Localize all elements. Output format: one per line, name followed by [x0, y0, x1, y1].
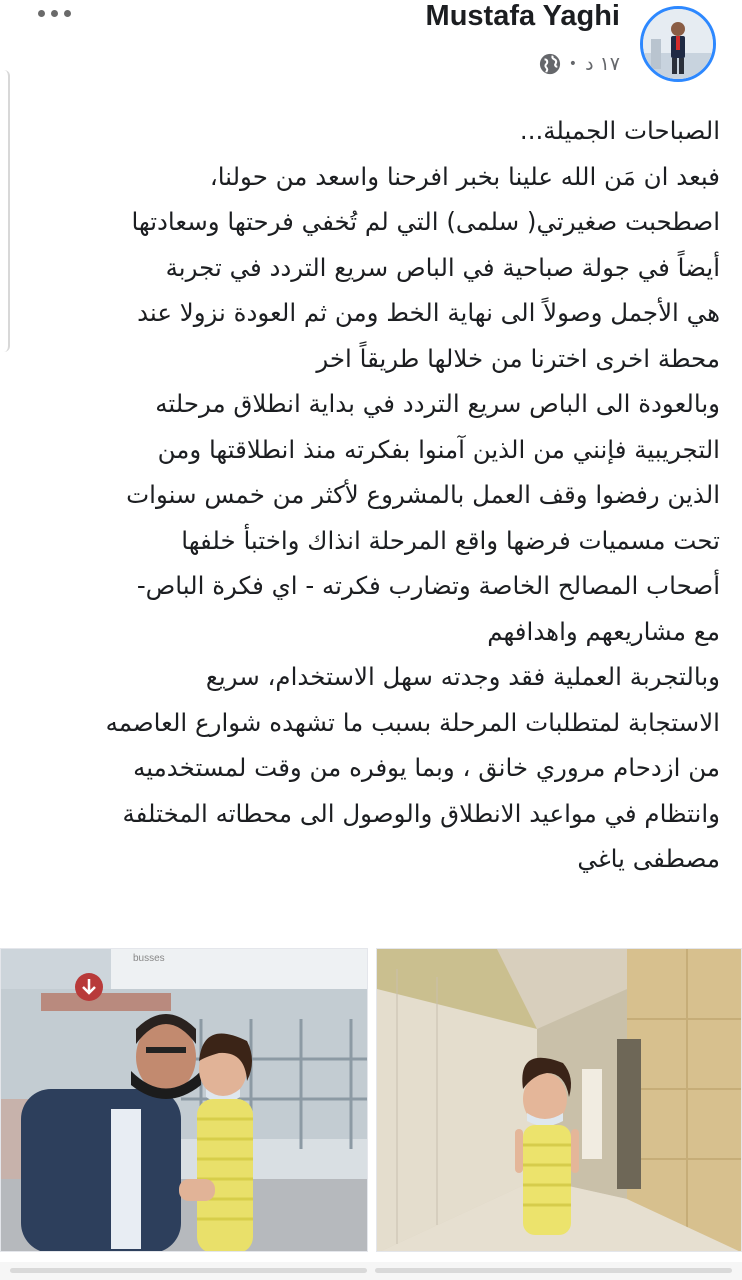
- post-line: محطة اخرى اخترنا من خلالها طريقاً اخر: [316, 343, 720, 373]
- post-meta: [539, 50, 620, 78]
- post-line: وبالتجربة العملية فقد وجدته سهل الاستخدام، سريع: [205, 662, 720, 691]
- post-photos: [0, 948, 742, 1256]
- preview-segment: [10, 1268, 367, 1273]
- globe-icon[interactable]: [539, 53, 561, 75]
- post-line: أيضاً في جولة صباحية في الباص سريع التردد في تجربة: [165, 252, 720, 282]
- post-line: تحت مسميات فرضها واقع المرحلة انذاك واختبأ خلفها: [181, 525, 720, 555]
- post-line: مصطفى ياغي: [577, 844, 720, 873]
- side-panel-edge: [0, 70, 10, 352]
- post-line: أصحاب المصالح الخاصة وتضارب فكرته - اي فكرة الباص-: [136, 571, 720, 600]
- post-line: وانتظام في مواعيد الانطلاق والوصول الى محطاته المختلفة: [122, 798, 720, 828]
- sign-text: busses: [133, 953, 165, 964]
- post-line: من ازدحام مروري خانق ، وبما يوفره من وقت لمستخدميه: [133, 753, 720, 782]
- post-line: مع مشاريعهم واهدافهم: [487, 616, 720, 646]
- author-name[interactable]: Mustafa Yaghi: [425, 0, 620, 32]
- post-line: الذين رفضوا وقف العمل بالمشروع لأكثر من خمس سنوات: [126, 480, 720, 509]
- post-body: [30, 108, 720, 882]
- post-time[interactable]: ١٧ د: [585, 53, 620, 75]
- more-dot: [64, 10, 71, 17]
- post-header: [0, 0, 742, 100]
- post-line: وبالعودة الى الباص سريع التردد في بداية انطلاق مرحلته: [155, 389, 720, 418]
- post-line: التجريبية فإنني من الذين آمنوا بفكرته منذ انطلاقتها ومن: [157, 434, 720, 464]
- preview-segment: [375, 1268, 732, 1273]
- more-dot: [38, 10, 45, 17]
- post-line: الصباحات الجميلة...: [519, 116, 720, 145]
- next-post-preview: [0, 1262, 742, 1280]
- avatar[interactable]: [640, 6, 716, 82]
- photo-father-daughter[interactable]: [0, 948, 368, 1252]
- post-line: الاستجابة لمتطلبات المرحلة بسبب ما تشهده شوارع العاصمه: [105, 707, 720, 737]
- post-line: هي الأجمل وصولاً الى نهاية الخط ومن ثم العودة نزولا عند: [137, 298, 720, 327]
- meta-separator: •: [568, 56, 578, 72]
- post-line: فبعد ان مَن الله علينا بخبر افرحنا واسعد من حولنا،: [209, 161, 720, 191]
- post-line: اصطحبت صغيرتي( سلمى) التي لم تُخفي فرحتها وسعادتها: [131, 207, 720, 236]
- more-dot: [51, 10, 58, 17]
- avatar-photo: [643, 9, 713, 79]
- photo-daughter-corridor[interactable]: [376, 948, 742, 1252]
- more-options-icon[interactable]: [38, 6, 74, 20]
